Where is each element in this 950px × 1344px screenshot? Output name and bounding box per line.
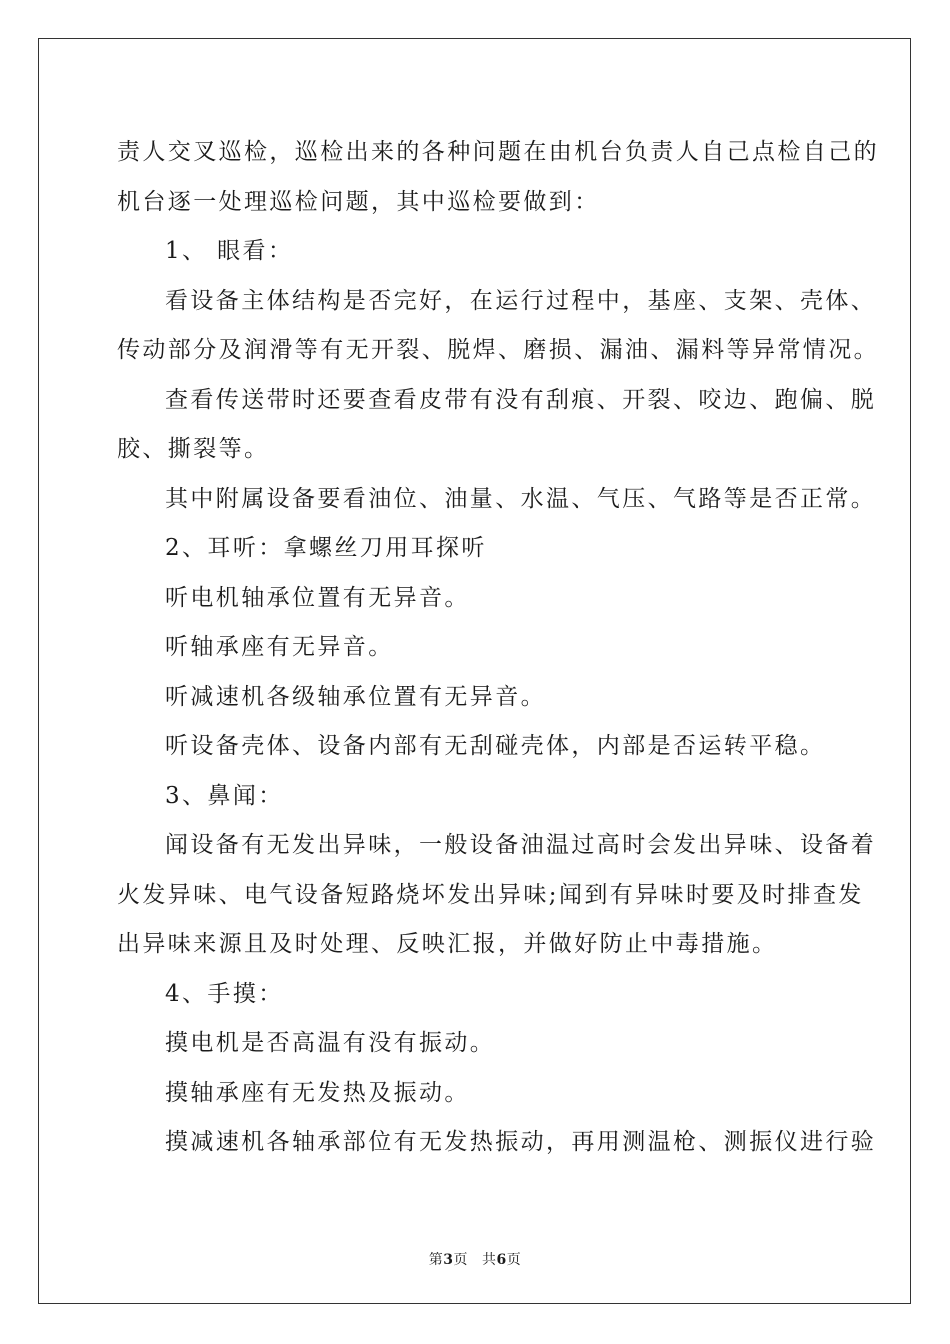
section-heading-touch: 4、手摸： (165, 980, 284, 1007)
text-line: 听减速机各级轴承位置有无异音。 (165, 683, 546, 710)
page-suffix: 页 (453, 1252, 468, 1268)
total-suffix: 页 (506, 1252, 522, 1268)
text-line: 机台逐一处理巡检问题，其中巡检要做到： (117, 188, 600, 215)
page-footer (0, 1249, 950, 1269)
text-line: 传动部分及润滑等有无开裂、脱焊、磨损、漏油、漏料等异常情况。 (117, 337, 879, 363)
text-line: 责人交叉巡检，巡检出来的各种问题在由机台负责人自己点检自己的 (117, 139, 879, 165)
document-body (117, 128, 879, 1168)
text-line: 听轴承座有无异音。 (165, 634, 394, 660)
text-line: 出异味来源且及时处理、反映汇报，并做好防止中毒措施。 (117, 931, 778, 957)
total-pages-number: 6 (496, 1252, 507, 1268)
text-line: 看设备主体结构是否完好，在运行过程中，基座、支架、壳体、 (165, 287, 877, 314)
text-line: 其中附属设备要看油位、油量、水温、气压、气路等是否正常。 (165, 485, 877, 512)
text-line: 胶、撕裂等。 (117, 436, 270, 462)
section-heading-smell: 3、鼻闻： (165, 782, 284, 809)
text-line: 摸减速机各轴承部位有无发热振动，再用测温枪、测振仪进行验 (165, 1129, 877, 1155)
total-prefix: 共 (482, 1252, 497, 1268)
text-line: 查看传送带时还要查看皮带有没有刮痕、开裂、咬边、跑偏、脱 (165, 386, 877, 413)
text-line: 听设备壳体、设备内部有无刮碰壳体，内部是否运转平稳。 (165, 733, 826, 759)
text-line: 闻设备有无发出异味，一般设备油温过高时会发出异味、设备着 (165, 832, 877, 858)
page-prefix: 第 (428, 1252, 444, 1268)
text-line: 摸电机是否高温有没有振动。 (165, 1030, 496, 1056)
section-heading-listen: 2、耳听：拿螺丝刀用耳探听 (165, 535, 487, 561)
current-page-number: 3 (443, 1252, 454, 1268)
text-line: 摸轴承座有无发热及振动。 (165, 1079, 470, 1106)
section-heading-look: 1、 眼看： (165, 238, 294, 264)
text-line: 听电机轴承位置有无异音。 (165, 584, 470, 611)
text-line: 火发异味、电气设备短路烧坏发出异味;闻到有异味时要及时排查发 (117, 881, 864, 908)
